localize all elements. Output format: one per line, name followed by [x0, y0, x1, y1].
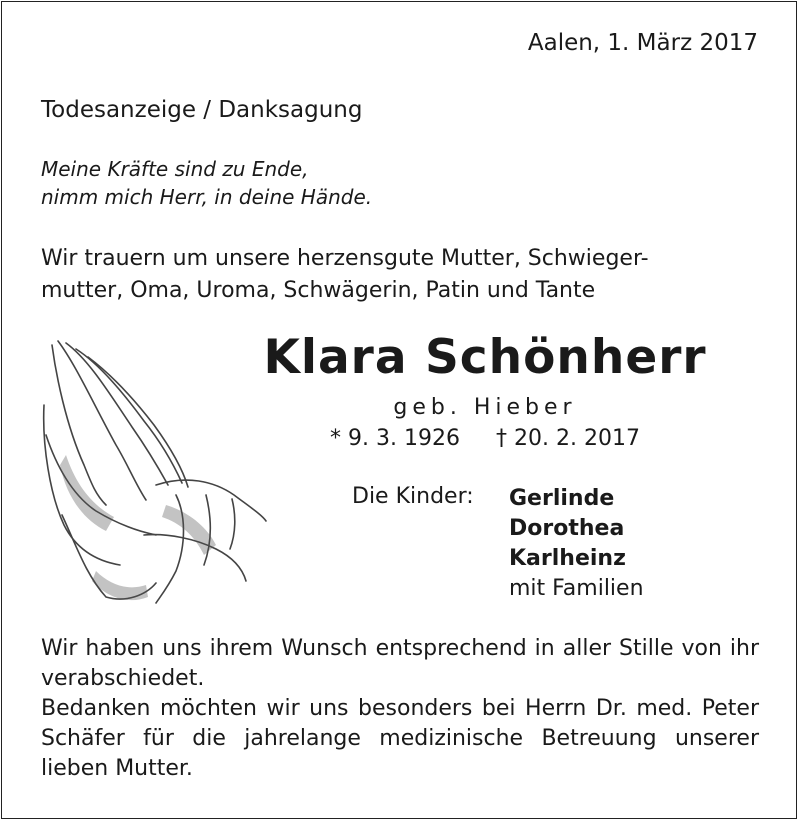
verse-line-2: nimm mich Herr, in deine Hände.	[41, 185, 373, 209]
child-name: Dorothea	[509, 516, 625, 541]
mourners-label: Die Kinder:	[352, 484, 474, 509]
verse-line-1: Meine Kräfte sind zu Ende,	[41, 157, 309, 181]
notice-heading: Todesanzeige / Danksagung	[41, 97, 363, 123]
families-note: mit Familien	[509, 576, 644, 601]
closing-text	[41, 634, 759, 784]
maiden-name: geb. Hieber	[393, 395, 577, 420]
closing-paragraph-2: Bedanken möchten wir uns besonders bei Herrn Dr. med. Peter Schäfer für die jahrelange medizinische Betreuung unserer lieben Mutter.	[41, 696, 759, 781]
death-date: † 20. 2. 2017	[496, 426, 640, 451]
life-dates	[0, 426, 800, 451]
intro-line-2: mutter, Oma, Uroma, Schwägerin, Patin und Tante	[41, 278, 596, 303]
birth-date: * 9. 3. 1926	[330, 426, 460, 451]
closing-paragraph-1: Wir haben uns ihrem Wunsch entsprechend in aller Stille von ihr verabschiedet.	[41, 636, 759, 691]
intro-line-1: Wir trauern um unsere herzensgute Mutter, Schwieger-	[41, 246, 649, 271]
intro-text	[41, 243, 649, 307]
child-name: Gerlinde	[509, 486, 615, 511]
deceased-name: Klara Schönherr	[263, 330, 707, 385]
child-name: Karlheinz	[509, 546, 626, 571]
place-date: Aalen, 1. März 2017	[527, 30, 758, 56]
verse	[41, 155, 372, 211]
mourners-list	[509, 484, 644, 604]
